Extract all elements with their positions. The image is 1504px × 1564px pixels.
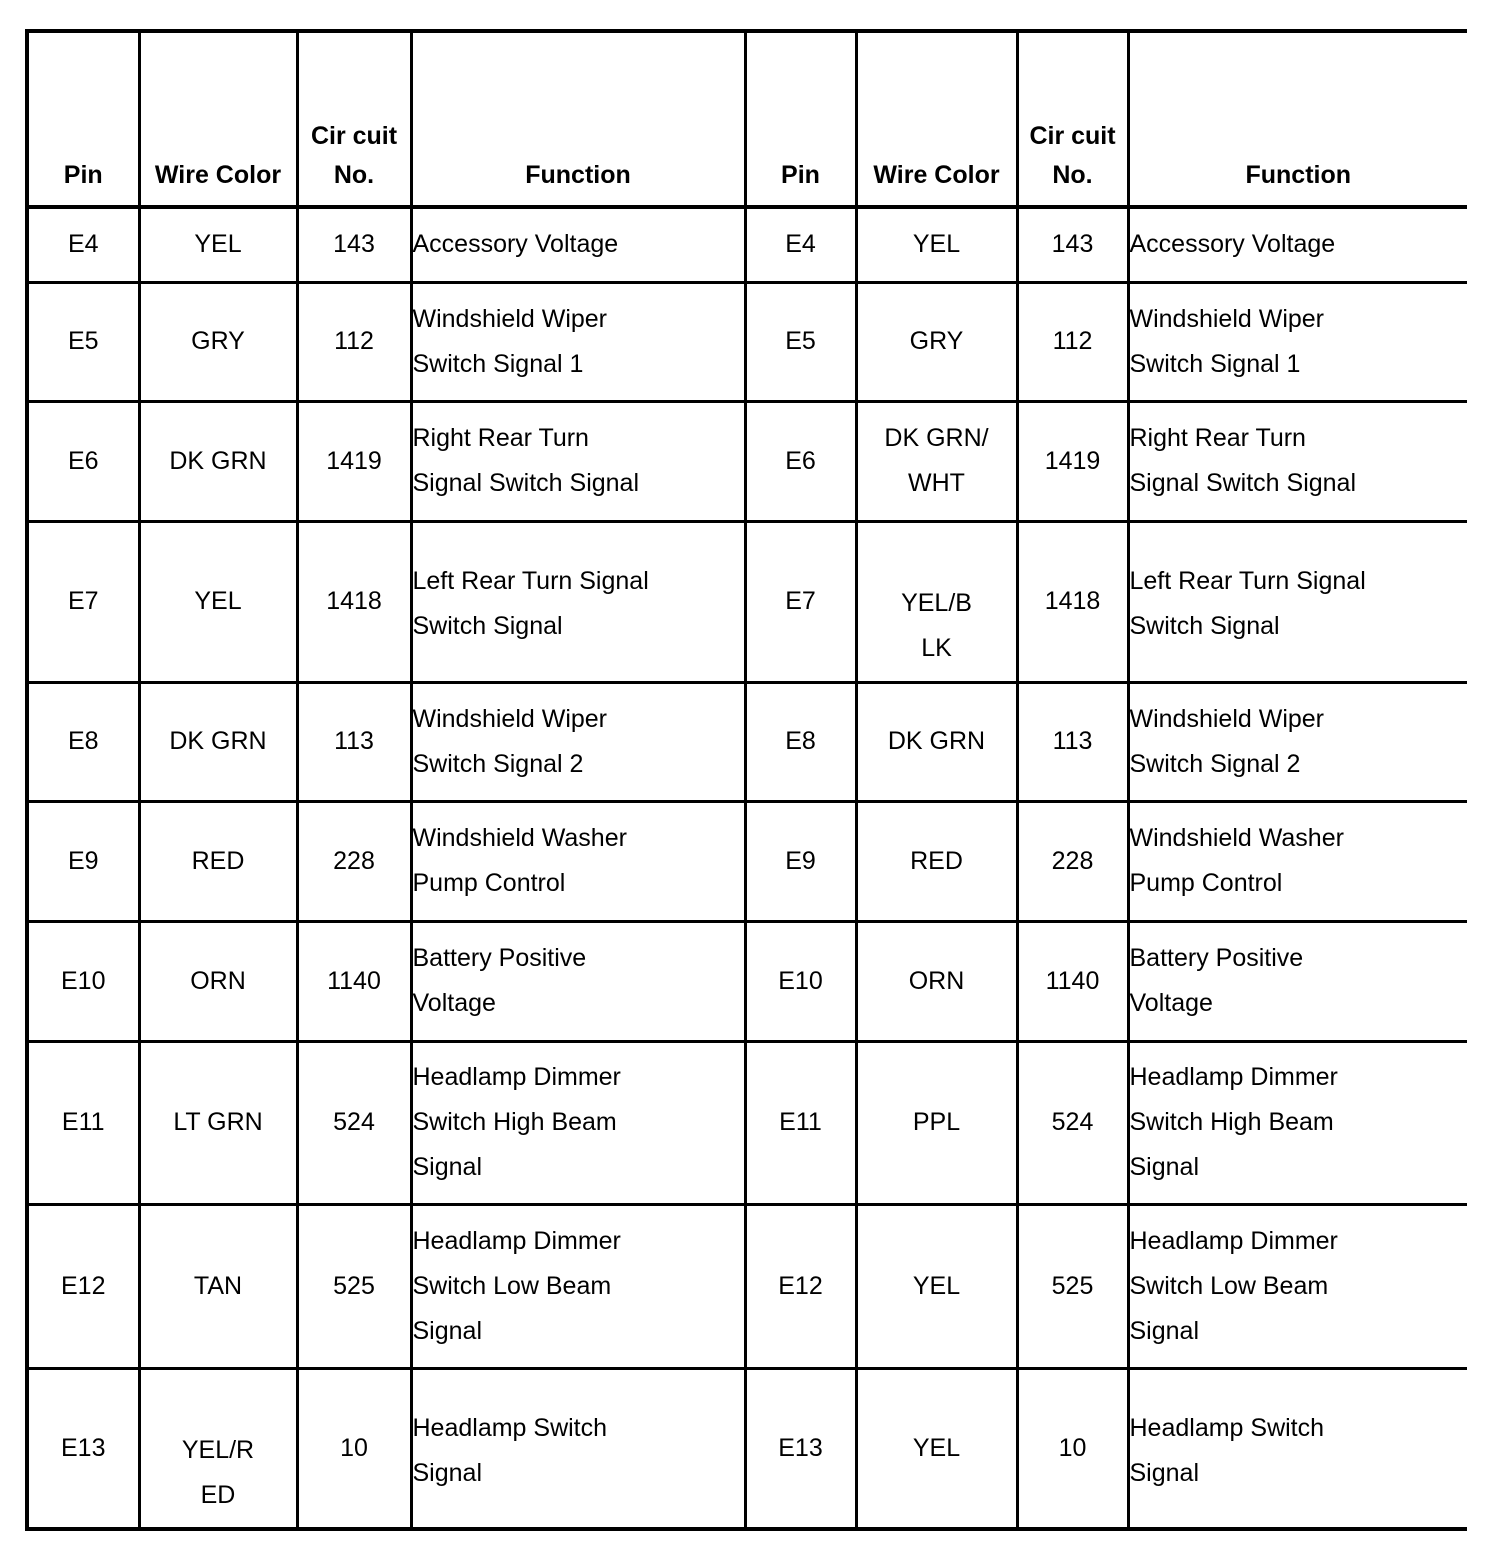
header-wire-color-right: Wire Color	[856, 31, 1017, 207]
header-pin-left: Pin	[27, 31, 139, 207]
function-cell: Windshield Wiper Switch Signal 2	[411, 682, 745, 801]
pin-cell: E12	[27, 1204, 139, 1368]
circuit-cell: 1418	[297, 521, 411, 682]
circuit-cell: 112	[1017, 282, 1128, 401]
pin-cell: E5	[745, 282, 856, 401]
connector-pinout-table	[25, 29, 1467, 1531]
circuit-cell: 143	[1017, 207, 1128, 282]
circuit-cell: 10	[1017, 1368, 1128, 1529]
pin-cell: E11	[27, 1041, 139, 1204]
pin-cell: E7	[745, 521, 856, 682]
wire-color-cell: GRY	[856, 282, 1017, 401]
pin-cell: E10	[745, 921, 856, 1041]
pin-cell: E9	[745, 801, 856, 921]
function-cell: Right Rear Turn Signal Switch Signal	[1128, 401, 1467, 521]
wire-color-cell: RED	[139, 801, 297, 921]
function-cell: Left Rear Turn Signal Switch Signal	[411, 521, 745, 682]
function-cell: Left Rear Turn Signal Switch Signal	[1128, 521, 1467, 682]
pin-cell: E9	[27, 801, 139, 921]
wire-color-cell: DK GRN/ WHT	[856, 401, 1017, 521]
pin-cell: E11	[745, 1041, 856, 1204]
table-row	[27, 207, 1467, 282]
wire-color-cell: YEL	[139, 207, 297, 282]
function-cell: Accessory Voltage	[1128, 207, 1467, 282]
function-cell: Headlamp Dimmer Switch High Beam Signal	[411, 1041, 745, 1204]
wire-color-cell: GRY	[139, 282, 297, 401]
pin-cell: E8	[27, 682, 139, 801]
circuit-cell: 228	[1017, 801, 1128, 921]
pin-cell: E10	[27, 921, 139, 1041]
circuit-cell: 113	[1017, 682, 1128, 801]
header-function-right: Function	[1128, 31, 1467, 207]
table-row	[27, 1204, 1467, 1368]
pin-cell: E4	[27, 207, 139, 282]
function-cell: Headlamp Dimmer Switch Low Beam Signal	[411, 1204, 745, 1368]
wire-color-cell: YEL	[139, 521, 297, 682]
circuit-cell: 10	[297, 1368, 411, 1529]
function-cell: Right Rear Turn Signal Switch Signal	[411, 401, 745, 521]
function-cell: Windshield Wiper Switch Signal 1	[411, 282, 745, 401]
pin-cell: E13	[27, 1368, 139, 1529]
circuit-cell: 228	[297, 801, 411, 921]
pin-cell: E8	[745, 682, 856, 801]
wire-color-cell: YEL	[856, 207, 1017, 282]
function-cell: Windshield Wiper Switch Signal 1	[1128, 282, 1467, 401]
header-pin-right: Pin	[745, 31, 856, 207]
pin-cell: E6	[27, 401, 139, 521]
circuit-cell: 1418	[1017, 521, 1128, 682]
table-row	[27, 682, 1467, 801]
table-row	[27, 401, 1467, 521]
function-cell: Headlamp Dimmer Switch Low Beam Signal	[1128, 1204, 1467, 1368]
pin-cell: E12	[745, 1204, 856, 1368]
function-cell: Headlamp Switch Signal	[1128, 1368, 1467, 1529]
pin-cell: E7	[27, 521, 139, 682]
header-wire-color-left: Wire Color	[139, 31, 297, 207]
table-header-row	[27, 31, 1467, 207]
table-row	[27, 282, 1467, 401]
table-row	[27, 1041, 1467, 1204]
circuit-cell: 1419	[1017, 401, 1128, 521]
function-cell: Headlamp Switch Signal	[411, 1368, 745, 1529]
circuit-cell: 1140	[297, 921, 411, 1041]
pin-cell: E13	[745, 1368, 856, 1529]
circuit-cell: 1140	[1017, 921, 1128, 1041]
circuit-cell: 143	[297, 207, 411, 282]
header-function-left: Function	[411, 31, 745, 207]
pin-cell: E6	[745, 401, 856, 521]
function-cell: Accessory Voltage	[411, 207, 745, 282]
circuit-cell: 524	[297, 1041, 411, 1204]
function-cell: Battery Positive Voltage	[1128, 921, 1467, 1041]
wire-color-cell: RED	[856, 801, 1017, 921]
wire-color-cell: YEL	[856, 1204, 1017, 1368]
function-cell: Battery Positive Voltage	[411, 921, 745, 1041]
header-circuit-no-left: Cir cuit No.	[297, 31, 411, 207]
function-cell: Windshield Washer Pump Control	[411, 801, 745, 921]
wire-color-cell: YEL/B LK	[856, 521, 1017, 682]
wire-color-cell: DK GRN	[856, 682, 1017, 801]
wire-color-cell: DK GRN	[139, 682, 297, 801]
wire-color-cell: TAN	[139, 1204, 297, 1368]
circuit-cell: 113	[297, 682, 411, 801]
circuit-cell: 525	[297, 1204, 411, 1368]
table-row	[27, 521, 1467, 682]
wire-color-cell: DK GRN	[139, 401, 297, 521]
table-row	[27, 921, 1467, 1041]
wire-color-cell: ORN	[139, 921, 297, 1041]
pin-cell: E5	[27, 282, 139, 401]
circuit-cell: 112	[297, 282, 411, 401]
pin-cell: E4	[745, 207, 856, 282]
function-cell: Windshield Washer Pump Control	[1128, 801, 1467, 921]
circuit-cell: 524	[1017, 1041, 1128, 1204]
table-row	[27, 801, 1467, 921]
table-row	[27, 1368, 1467, 1529]
wire-color-cell: YEL	[856, 1368, 1017, 1529]
wire-color-cell: ORN	[856, 921, 1017, 1041]
wire-color-cell: LT GRN	[139, 1041, 297, 1204]
circuit-cell: 525	[1017, 1204, 1128, 1368]
header-circuit-no-right: Cir cuit No.	[1017, 31, 1128, 207]
function-cell: Windshield Wiper Switch Signal 2	[1128, 682, 1467, 801]
function-cell: Headlamp Dimmer Switch High Beam Signal	[1128, 1041, 1467, 1204]
wire-color-cell: PPL	[856, 1041, 1017, 1204]
wire-color-cell: YEL/R ED	[139, 1368, 297, 1529]
circuit-cell: 1419	[297, 401, 411, 521]
